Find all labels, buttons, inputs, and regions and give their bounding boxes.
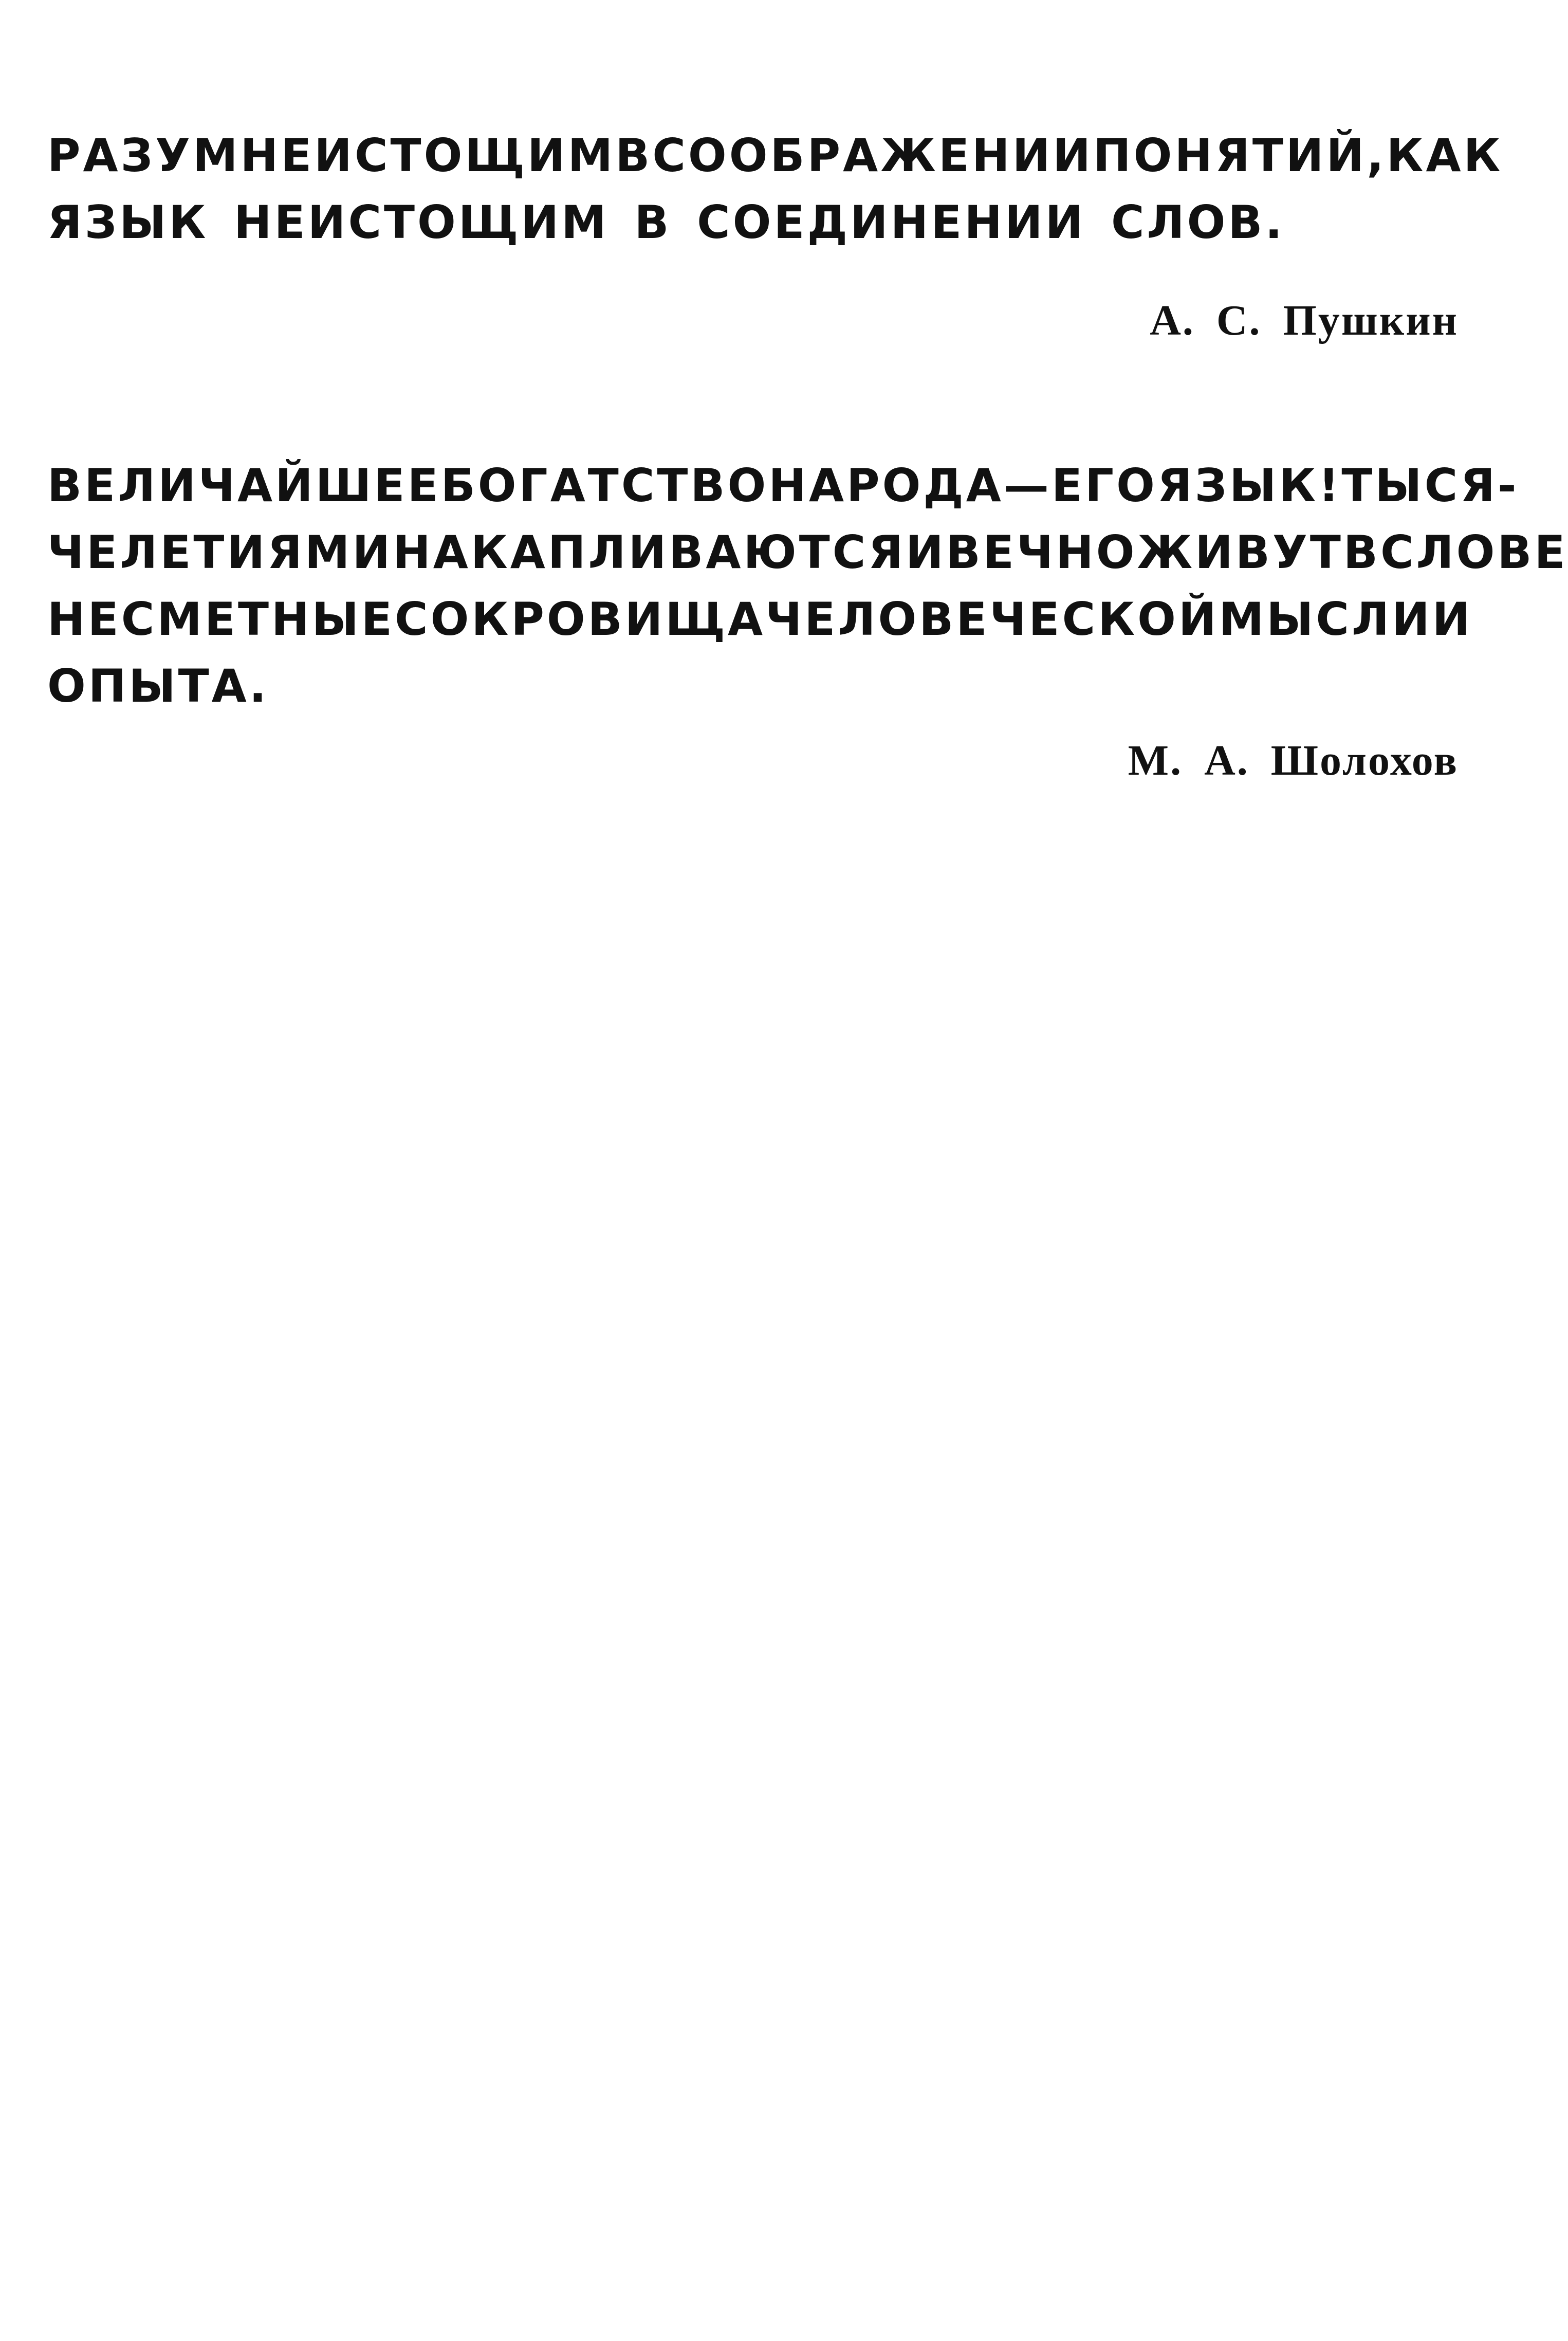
quote-line: НЕСМЕТНЫЕ СОКРОВИЩА ЧЕЛОВЕЧЕСКОЙ МЫСЛИ И — [47, 593, 1473, 646]
quote-line: ОПЫТА. — [47, 660, 269, 712]
quote-line: ЧЕЛЕТИЯМИ НАКАПЛИВАЮТСЯ И ВЕЧНО ЖИВУТ В СЛОВЕ — [47, 526, 1568, 579]
quote-line: ЯЗЫК НЕИСТОЩИМ В СОЕДИНЕНИИ СЛОВ. — [47, 196, 1285, 249]
quote-author-sholokhov: М. А. Шолохов — [1128, 737, 1459, 784]
epigraph-quote-sholokhov — [47, 452, 1568, 720]
quote-author-pushkin: А. С. Пушкин — [1150, 297, 1459, 344]
quote-line: РАЗУМ НЕИСТОЩИМ В СООБРАЖЕНИИ ПОНЯТИЙ, КАК — [47, 129, 1503, 182]
quote-line: ВЕЛИЧАЙШЕЕ БОГАТСТВО НАРОДА — ЕГО ЯЗЫК! ТЫСЯ- — [47, 459, 1519, 512]
epigraph-quote-pushkin — [47, 122, 1503, 256]
